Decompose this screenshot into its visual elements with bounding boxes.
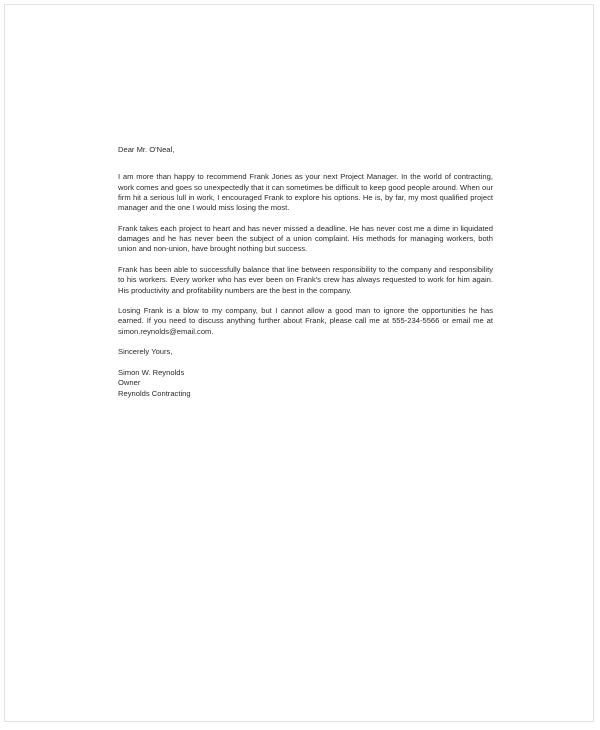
signer-company: Reynolds Contracting	[118, 388, 191, 398]
paragraph-performance: Frank takes each project to heart and has never missed a deadline. He has never cost me a dime in liquidated damages and he has never been the subject of a union complaint. His methods for managing workers, both union and non-union, have brought nothing but success.	[118, 223, 493, 254]
letter-body	[118, 145, 493, 399]
signer-name: Simon W. Reynolds	[118, 367, 185, 377]
paragraph-recommendation: I am more than happy to recommend Frank Jones as your next Project Manager. In the world of contracting, work comes and goes so unexpectedly that it can sometimes be difficult to keep good people around. When our firm hit a serious lull in work, I encouraged Frank to explore his options. He is, by far, my most qualified project manager and the one I would miss losing the most.	[118, 172, 493, 213]
salutation: Dear Mr. O'Neal,	[118, 145, 175, 154]
document-page	[4, 4, 594, 722]
paragraph-contact: Losing Frank is a blow to my company, but I cannot allow a good man to ignore the opportunities he has earned. If you need to discuss anything further about Frank, please call me at 555-234-5566 or email me at simon.reynolds@email.com.	[118, 306, 493, 336]
closing: Sincerely Yours,	[118, 347, 173, 357]
paragraph-balance: Frank has been able to successfully balance that line between responsibility to the company and responsibility to his workers. Every worker who has ever been on Frank's crew has always requested to work for him again. His productivity and profitability numbers are the best in the company.	[118, 264, 493, 295]
signature-block	[118, 368, 493, 399]
signer-title: Owner	[118, 378, 141, 388]
